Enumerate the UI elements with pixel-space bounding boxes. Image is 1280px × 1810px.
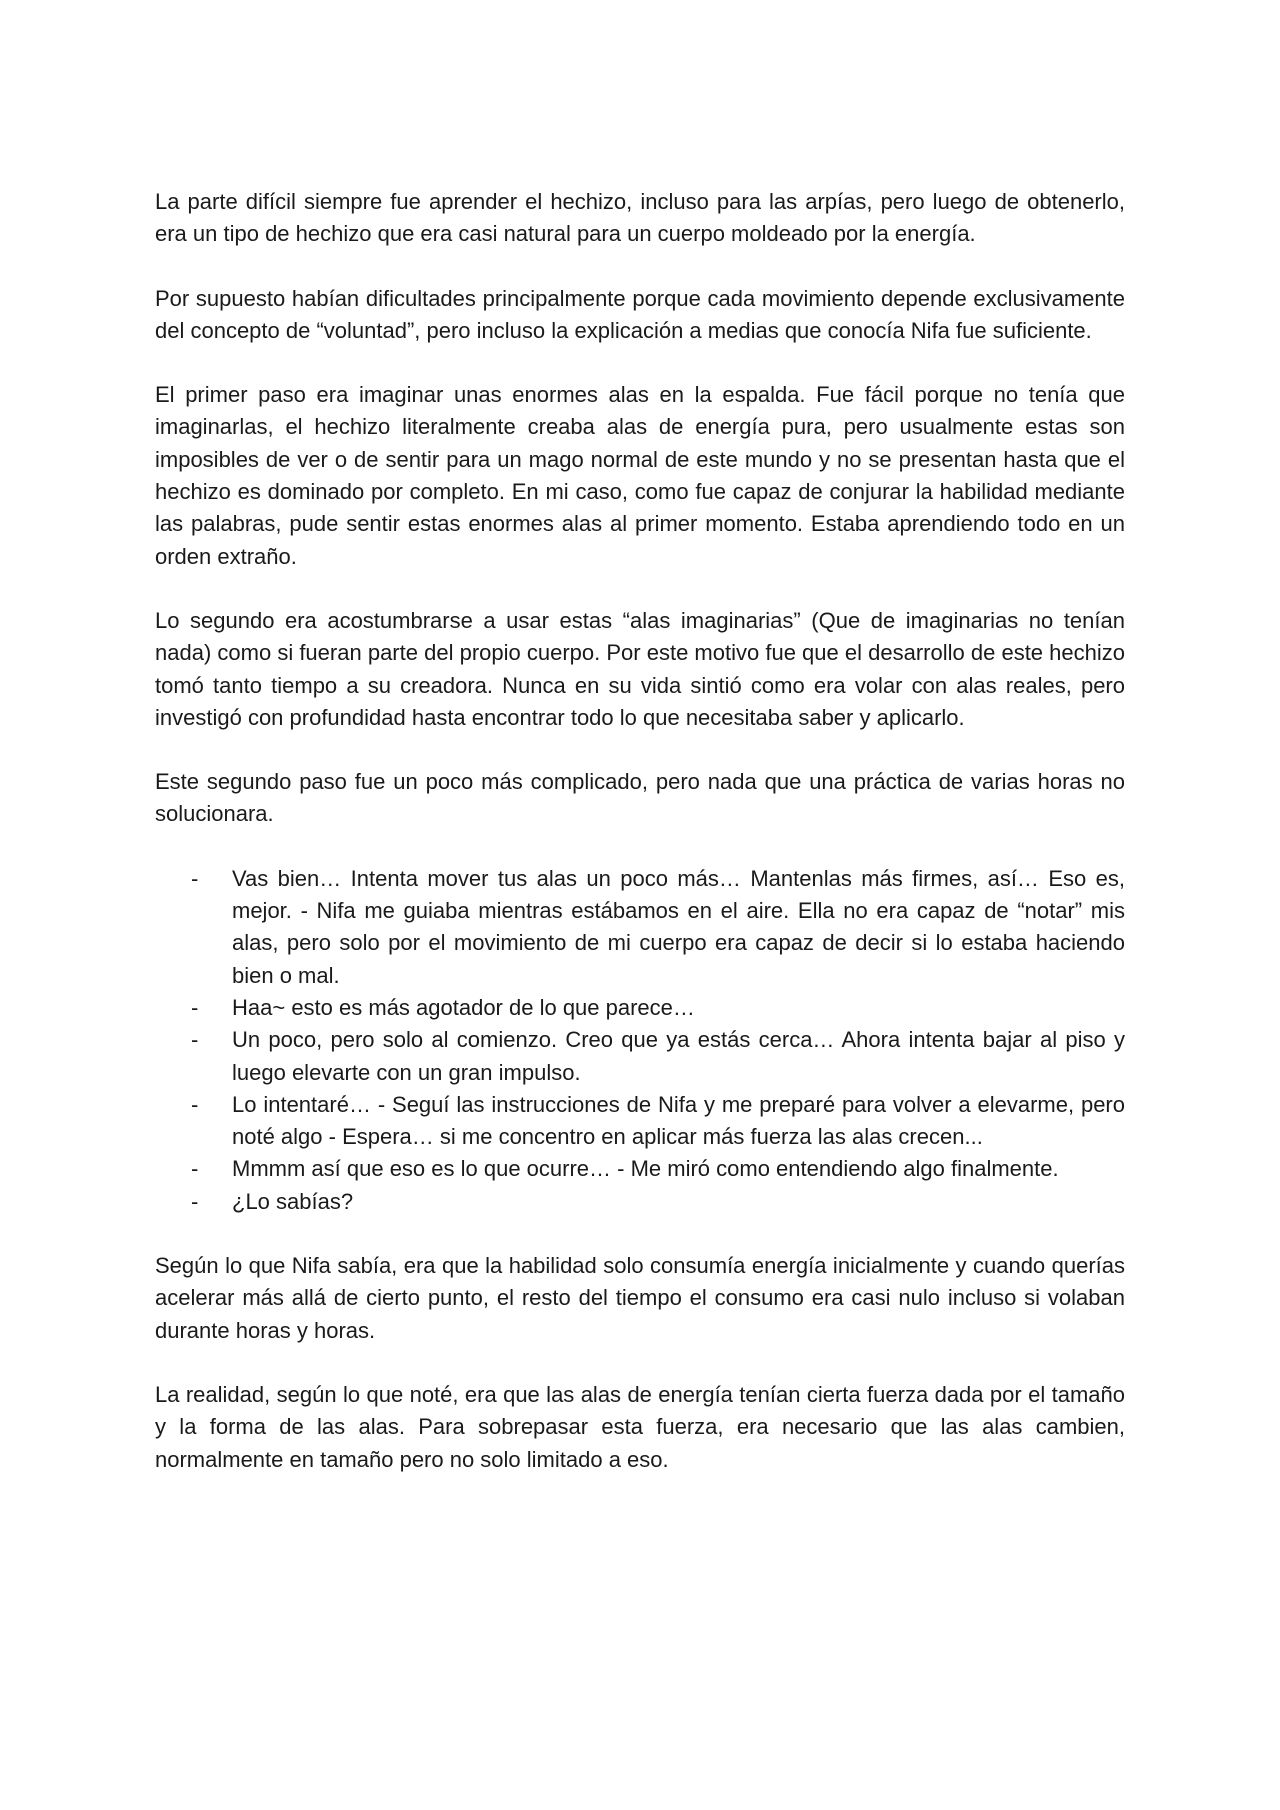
paragraph: La parte difícil siempre fue aprender el hechizo, incluso para las arpías, pero luego de obtenerlo, era un tipo de hechizo que era casi natural para un cuerpo moldeado por la energía. <box>155 189 1125 247</box>
paragraph: El primer paso era imaginar unas enormes alas en la espalda. Fue fácil porque no tenía que imaginarlas, el hechizo literalmente creaba alas de energía pura, pero usualmente estas son imposibles de ver o de sentir para un mago normal de este mundo y no se presentan hasta que el hechizo es dominado por completo. En mi caso, como fue capaz de conjurar la habilidad mediante las palabras, pude sentir estas enormes alas al primer momento. Estaba aprendiendo todo en un orden extraño. <box>155 382 1125 569</box>
dialogue-text: Haa~ esto es más agotador de lo que parece… <box>232 994 695 1020</box>
dialogue-dash: - <box>191 865 199 891</box>
dialogue-text: Vas bien… Intenta mover tus alas un poco más… Mantenlas más firmes, así… Eso es, mejor. - Nifa me guiaba mientras estábamos en el aire. Ella no era capaz de “notar” mis alas, pero solo por el movimiento de mi cuerpo era capaz de decir si lo estaba haciendo bien o mal. <box>232 865 1125 988</box>
paragraph: Lo segundo era acostumbrarse a usar estas “alas imaginarias” (Que de imaginarias no tenían nada) como si fueran parte del propio cuerpo. Por este motivo fue que el desarrollo de este hechizo tomó tanto tiempo a su creadora. Nunca en su vida sintió como era volar con alas reales, pero investigó con profundidad hasta encontrar todo lo que necesitaba saber y aplicarlo. <box>155 607 1125 730</box>
paragraph: La realidad, según lo que noté, era que las alas de energía tenían cierta fuerza dada por el tamaño y la forma de las alas. Para sobrepasar esta fuerza, era necesario que las alas cambien, normalmente en tamaño pero no solo limitado a eso. <box>155 1381 1125 1472</box>
dialogue-dash: - <box>191 1091 199 1117</box>
dialogue-dash: - <box>191 1188 199 1214</box>
dialogue-line <box>155 1153 1125 1185</box>
dialogue-dash: - <box>191 1027 199 1053</box>
dialogue-line <box>155 1024 1125 1089</box>
dialogue-text: ¿Lo sabías? <box>232 1188 354 1214</box>
dialogue-text: Un poco, pero solo al comienzo. Creo que ya estás cerca… Ahora intenta bajar al piso y luego elevarte con un gran impulso. <box>232 1027 1125 1085</box>
dialogue-line <box>155 863 1125 992</box>
dialogue-line <box>155 1089 1125 1154</box>
dialogue-dash: - <box>191 994 199 1020</box>
paragraph: Por supuesto habían dificultades principalmente porque cada movimiento depende exclusivamente del concepto de “voluntad”, pero incluso la explicación a medias que conocía Nifa fue suficiente. <box>155 285 1125 343</box>
dialogue-text: Mmmm así que eso es lo que ocurre… - Me miró como entendiendo algo finalmente. <box>232 1156 1059 1182</box>
dialogue-text: Lo intentaré… - Seguí las instrucciones de Nifa y me preparé para volver a elevarme, pero noté algo - Espera… si me concentro en aplicar más fuerza las alas crecen... <box>232 1091 1125 1150</box>
dialogue-list <box>155 863 1125 1218</box>
dialogue-line <box>155 1186 1125 1218</box>
dialogue-dash: - <box>191 1156 199 1182</box>
paragraph: Según lo que Nifa sabía, era que la habilidad solo consumía energía inicialmente y cuando querías acelerar más allá de cierto punto, el resto del tiempo el consumo era casi nulo incluso si volaban durante horas y horas. <box>155 1253 1125 1343</box>
dialogue-line <box>155 992 1125 1024</box>
document-page <box>155 186 1125 1508</box>
paragraph: Este segundo paso fue un poco más complicado, pero nada que una práctica de varias horas no solucionara. <box>155 769 1125 827</box>
